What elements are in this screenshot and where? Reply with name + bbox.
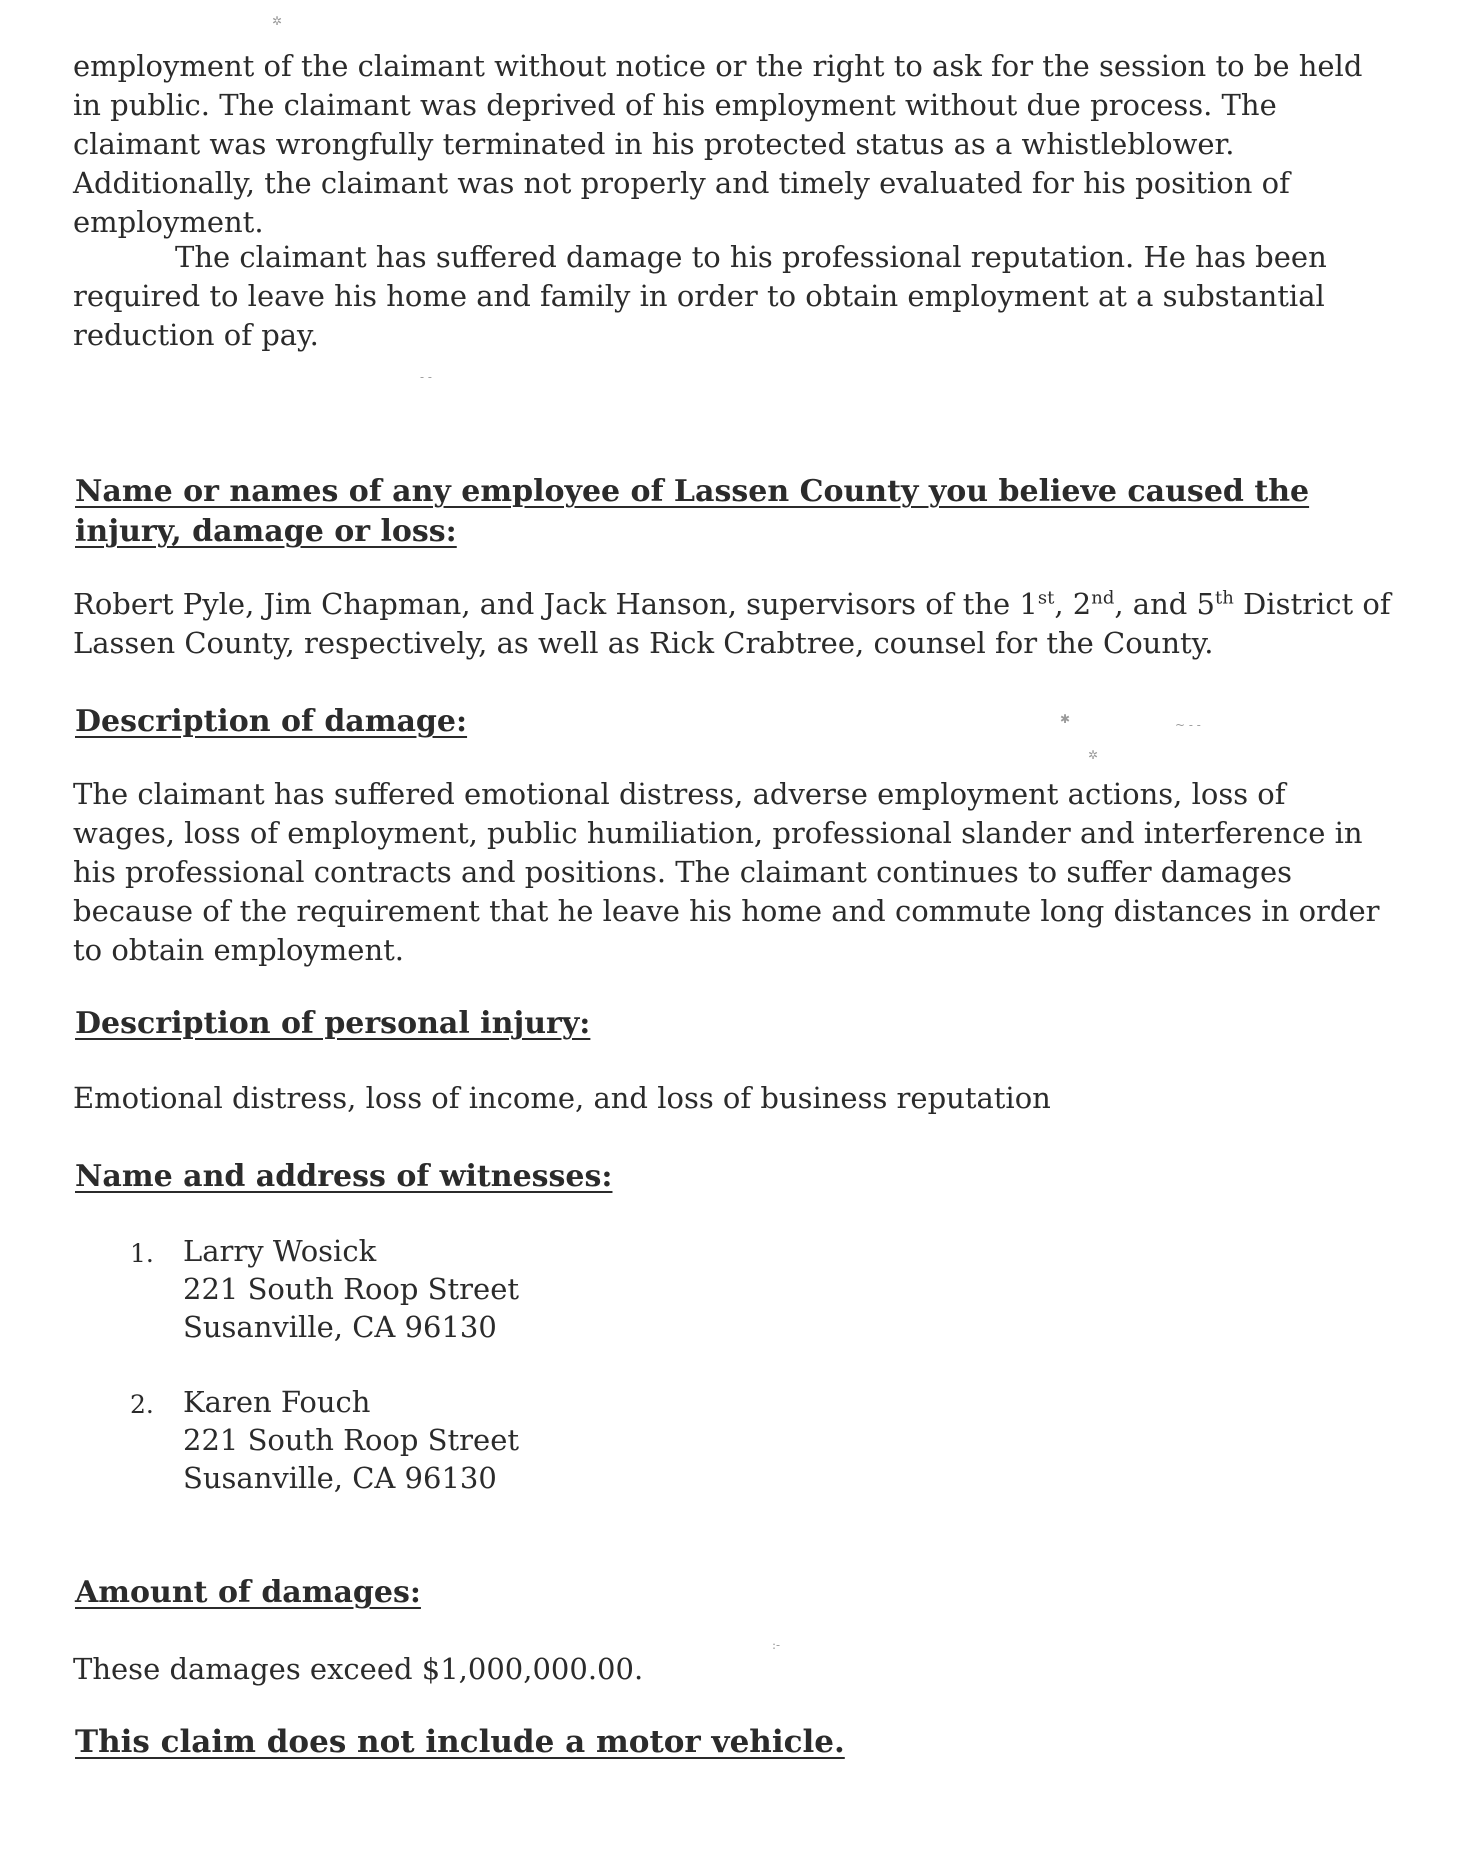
witness-item — [130, 1232, 830, 1346]
paragraph-reputation: The claimant has suffered damage to his professional reputation. He has been required to leave his home and family in order to obtain employment at a substantial reduction of pay. — [73, 240, 1327, 352]
heading-personal-injury: Description of personal injury: — [75, 1006, 591, 1041]
scan-speck: ✲ — [1088, 748, 1099, 762]
paragraph-termination: employment of the claimant without notice or the right to ask for the session to be held in public. The claimant was deprived of his employment without due process. The claimant was wrongfully terminated in his protected status as a whistleblower. Additionally, the claimant was not properly and timely evaluated for his position of employment. — [73, 49, 1363, 239]
scan-speck: :- — [772, 1638, 781, 1652]
witness-number: 1. — [130, 1239, 154, 1268]
heading-witnesses: Name and address of witnesses: — [75, 1159, 613, 1194]
employees-text-4: District of Lassen County, respectively, as well as Rick Crabtree, counsel for the County. — [73, 587, 1391, 660]
sup-th: th — [1215, 587, 1234, 609]
employees-text-1: Robert Pyle, Jim Chapman, and Jack Hanson, supervisors of the 1 — [73, 587, 1038, 621]
witness-number: 2. — [130, 1390, 154, 1419]
witness-city: Susanville, CA 96130 — [183, 1461, 497, 1495]
sup-nd: nd — [1091, 587, 1115, 609]
heading-amount: Amount of damages: — [75, 1575, 421, 1610]
witness-street: 221 South Roop Street — [183, 1272, 520, 1306]
witness-street: 221 South Roop Street — [183, 1423, 520, 1457]
paragraph-employees — [73, 585, 1393, 663]
employees-text-2: , 2 — [1054, 587, 1092, 621]
scan-speck: ✱ — [1060, 712, 1071, 726]
employees-text-3: , and 5 — [1114, 587, 1215, 621]
heading-damage: Description of damage: — [75, 704, 468, 739]
paragraph-personal-injury: Emotional distress, loss of income, and loss of business reputation — [73, 1081, 1051, 1115]
witness-name: Karen Fouch — [183, 1385, 371, 1419]
paragraph-amount: These damages exceed $1,000,000.00. — [73, 1652, 644, 1686]
paragraph-damage: The claimant has suffered emotional distress, adverse employment actions, loss of wages, loss of employment, public humiliation, professional slander and interference in his professional contracts and positions. The claimant continues to suffer damages because of the requirement that he leave his home and commute long distances in order to obtain employment. — [73, 777, 1380, 967]
witness-name: Larry Wosick — [183, 1234, 377, 1268]
sup-st: st — [1037, 587, 1055, 609]
scan-speck: - - — [420, 370, 432, 384]
witness-list-2 — [130, 1383, 830, 1497]
heading-employees: Name or names of any employee of Lassen County you believe caused the injury, damage or loss: — [75, 474, 1310, 549]
scan-speck: ~ - - — [1175, 718, 1201, 732]
scan-speck: ✲ — [272, 14, 283, 28]
motor-vehicle-statement: This claim does not include a motor vehicle. — [75, 1724, 845, 1760]
witness-list — [130, 1232, 830, 1346]
witness-item — [130, 1383, 830, 1497]
witness-city: Susanville, CA 96130 — [183, 1310, 497, 1344]
